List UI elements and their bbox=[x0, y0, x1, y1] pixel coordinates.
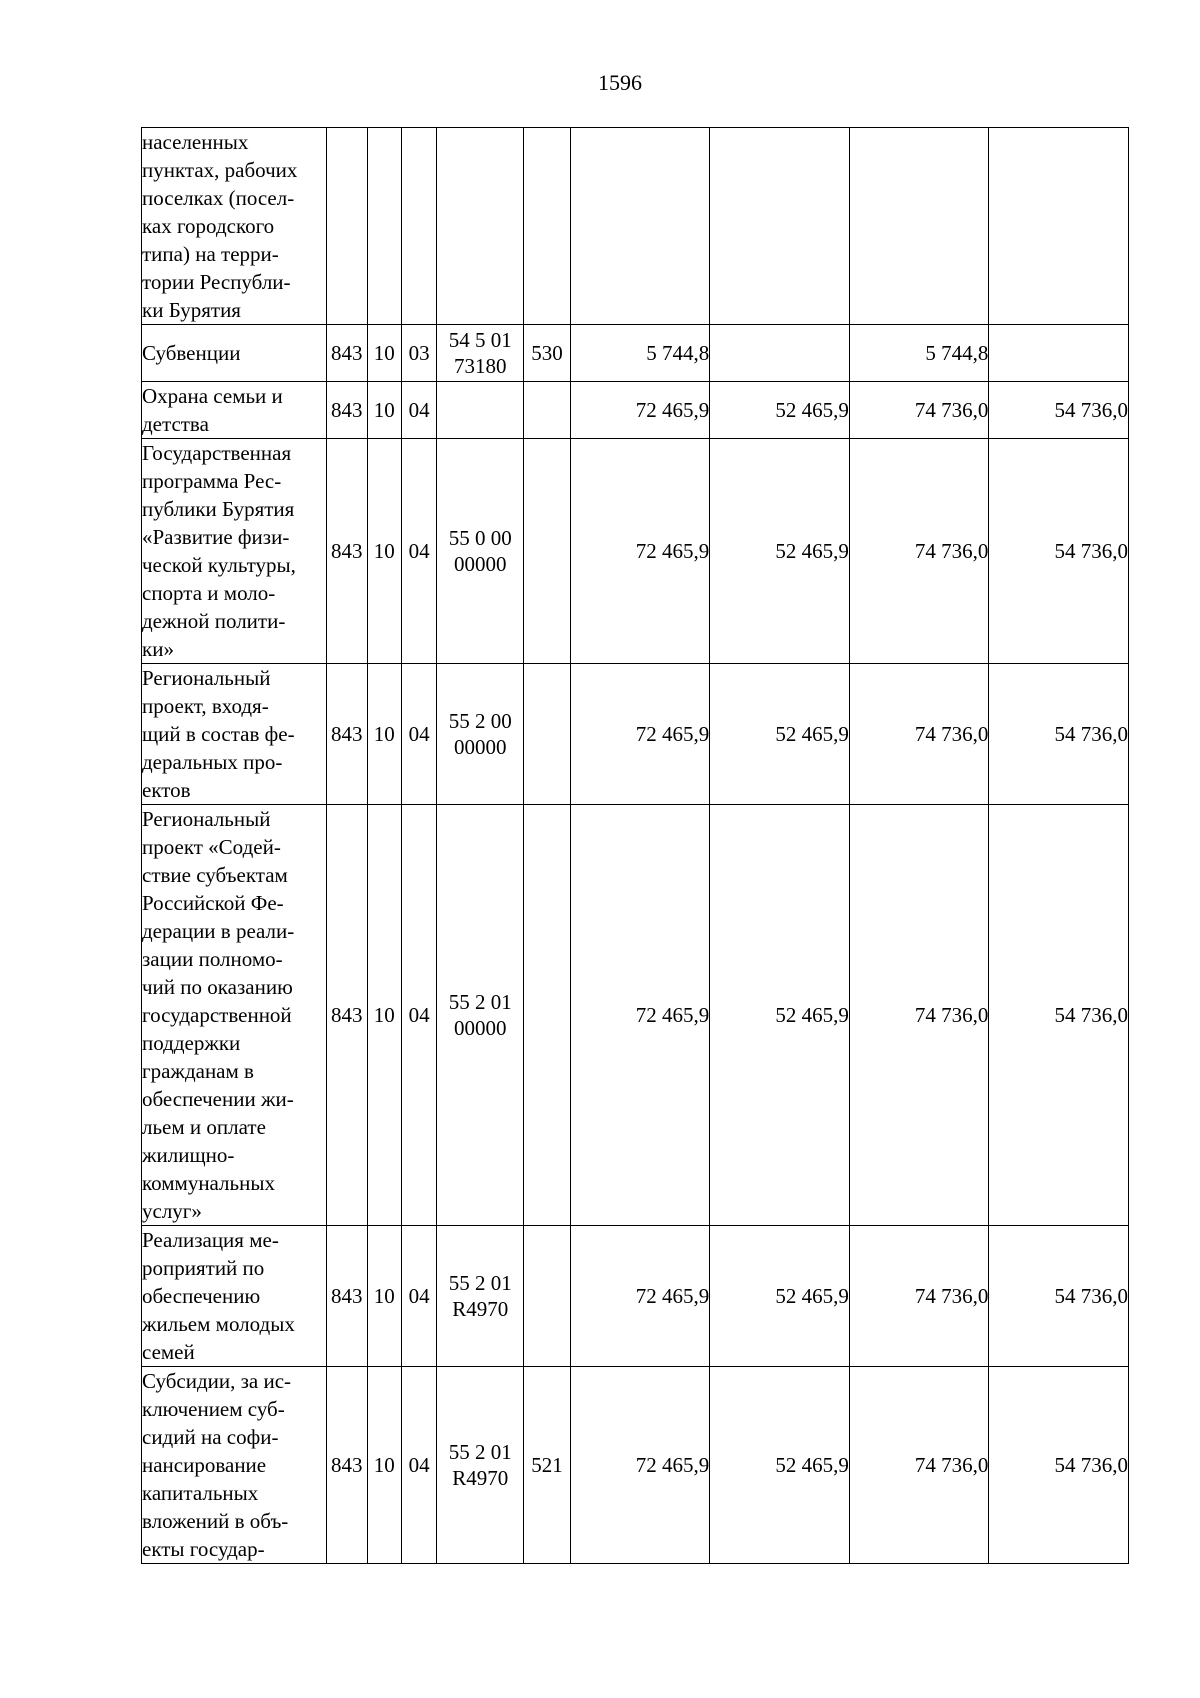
name-line: ствие субъектам bbox=[142, 863, 288, 887]
name-line: населенных bbox=[142, 130, 249, 154]
cell-ved bbox=[327, 128, 367, 325]
cell-value-4 bbox=[989, 128, 1129, 325]
cell-pr: 03 bbox=[401, 325, 436, 382]
cs-line: 00000 bbox=[454, 552, 507, 576]
name-line: ках городского bbox=[142, 214, 275, 238]
cell-value-3 bbox=[849, 128, 989, 325]
name-line: зации полномо- bbox=[142, 947, 283, 971]
budget-table-body bbox=[142, 128, 1129, 1564]
cell-pr: 04 bbox=[401, 1367, 436, 1564]
cell-cs bbox=[437, 439, 524, 664]
name-line: капитальных bbox=[142, 1481, 259, 1505]
cell-name bbox=[142, 382, 327, 439]
cell-rz: 10 bbox=[367, 439, 401, 664]
name-line: тории Республи- bbox=[142, 270, 291, 294]
cell-value-1: 72 465,9 bbox=[570, 664, 710, 805]
name-line: Российской Фе- bbox=[142, 891, 284, 915]
cell-value-4: 54 736,0 bbox=[989, 382, 1129, 439]
cs-line: 55 2 00 bbox=[448, 709, 512, 733]
name-line: Субсидии, за ис- bbox=[142, 1369, 292, 1393]
name-line: услуг» bbox=[142, 1199, 202, 1223]
cell-name bbox=[142, 805, 327, 1226]
cell-rz: 10 bbox=[367, 805, 401, 1226]
cs-line: R4970 bbox=[452, 1297, 509, 1321]
name-line: ческой культуры, bbox=[142, 553, 296, 577]
cell-value-3: 74 736,0 bbox=[849, 382, 989, 439]
cell-value-4: 54 736,0 bbox=[989, 439, 1129, 664]
table-row bbox=[142, 439, 1129, 664]
cs-line: 55 2 01 bbox=[448, 1440, 512, 1464]
cs-line: 55 2 01 bbox=[448, 990, 512, 1014]
name-line: ки Бурятия bbox=[142, 298, 241, 322]
name-line: типа) на терри- bbox=[142, 242, 279, 266]
name-line: дерации в реали- bbox=[142, 919, 295, 943]
cell-rz: 10 bbox=[367, 1226, 401, 1367]
name-line: щий в состав фе- bbox=[142, 722, 295, 746]
name-line: Охрана семьи и bbox=[142, 384, 283, 408]
name-line: Государственная bbox=[142, 441, 292, 465]
name-line: вложений в объ- bbox=[142, 1509, 289, 1533]
cell-name bbox=[142, 1367, 327, 1564]
name-line: публики Бурятия bbox=[142, 497, 295, 521]
cell-value-2 bbox=[710, 325, 850, 382]
table-row bbox=[142, 128, 1129, 325]
cs-line: 55 2 01 bbox=[448, 1271, 512, 1295]
cell-rz: 10 bbox=[367, 382, 401, 439]
cell-ved: 843 bbox=[327, 805, 367, 1226]
cell-rz bbox=[367, 128, 401, 325]
name-line: обеспечению bbox=[142, 1284, 261, 1308]
cell-pr bbox=[401, 128, 436, 325]
cell-name bbox=[142, 1226, 327, 1367]
cell-vr bbox=[524, 1226, 571, 1367]
name-line: проект, входя- bbox=[142, 694, 269, 718]
name-line: роприятий по bbox=[142, 1256, 265, 1280]
cell-rz: 10 bbox=[367, 664, 401, 805]
page-number: 1596 bbox=[598, 70, 642, 95]
cell-vr bbox=[524, 439, 571, 664]
cell-value-2: 52 465,9 bbox=[710, 664, 850, 805]
cell-rz: 10 bbox=[367, 1367, 401, 1564]
cell-value-3: 74 736,0 bbox=[849, 439, 989, 664]
name-line: семей bbox=[142, 1340, 195, 1364]
name-line: коммунальных bbox=[142, 1171, 275, 1195]
name-line: жильем молодых bbox=[142, 1312, 295, 1336]
cell-ved: 843 bbox=[327, 1226, 367, 1367]
cs-line: 73180 bbox=[454, 354, 507, 378]
name-line: поселках (посел- bbox=[142, 186, 295, 210]
cell-cs bbox=[437, 1226, 524, 1367]
name-line: обеспечении жи- bbox=[142, 1087, 294, 1111]
table-row bbox=[142, 664, 1129, 805]
cell-rz: 10 bbox=[367, 325, 401, 382]
cs-line: R4970 bbox=[452, 1466, 509, 1490]
name-line: екты государ- bbox=[142, 1537, 265, 1561]
cell-value-3: 74 736,0 bbox=[849, 664, 989, 805]
cell-value-1: 72 465,9 bbox=[570, 439, 710, 664]
name-line: поддержки bbox=[142, 1031, 241, 1055]
cell-cs bbox=[437, 664, 524, 805]
cell-value-2: 52 465,9 bbox=[710, 439, 850, 664]
cell-value-2: 52 465,9 bbox=[710, 382, 850, 439]
cell-ved: 843 bbox=[327, 325, 367, 382]
cell-pr: 04 bbox=[401, 439, 436, 664]
name-line: чий по оказанию bbox=[142, 975, 293, 999]
cell-value-4: 54 736,0 bbox=[989, 805, 1129, 1226]
cell-cs bbox=[437, 128, 524, 325]
cell-value-3: 74 736,0 bbox=[849, 1226, 989, 1367]
cell-ved: 843 bbox=[327, 382, 367, 439]
table-row bbox=[142, 1226, 1129, 1367]
table-row bbox=[142, 805, 1129, 1226]
cs-line: 00000 bbox=[454, 735, 507, 759]
table-row bbox=[142, 382, 1129, 439]
cell-value-2: 52 465,9 bbox=[710, 805, 850, 1226]
name-line: Региональный bbox=[142, 666, 271, 690]
name-line: ектов bbox=[142, 778, 191, 802]
cell-value-1: 72 465,9 bbox=[570, 1367, 710, 1564]
name-line: Субвенции bbox=[142, 341, 241, 365]
cell-value-2: 52 465,9 bbox=[710, 1367, 850, 1564]
cell-value-1: 72 465,9 bbox=[570, 805, 710, 1226]
name-line: жилищно- bbox=[142, 1143, 235, 1167]
name-line: государственной bbox=[142, 1003, 292, 1027]
cell-value-4: 54 736,0 bbox=[989, 1226, 1129, 1367]
cell-ved: 843 bbox=[327, 439, 367, 664]
cell-vr bbox=[524, 664, 571, 805]
cell-ved: 843 bbox=[327, 1367, 367, 1564]
name-line: ключением суб- bbox=[142, 1397, 285, 1421]
name-line: Региональный bbox=[142, 807, 271, 831]
cell-name bbox=[142, 664, 327, 805]
cell-ved: 843 bbox=[327, 664, 367, 805]
name-line: проект «Содей- bbox=[142, 835, 281, 859]
cell-value-4 bbox=[989, 325, 1129, 382]
cs-line: 55 0 00 bbox=[448, 526, 512, 550]
cell-name bbox=[142, 128, 327, 325]
cell-value-4: 54 736,0 bbox=[989, 1367, 1129, 1564]
cell-cs bbox=[437, 325, 524, 382]
cs-line: 00000 bbox=[454, 1016, 507, 1040]
cell-vr bbox=[524, 128, 571, 325]
name-line: деральных про- bbox=[142, 750, 283, 774]
name-line: «Развитие физи- bbox=[142, 525, 290, 549]
budget-table bbox=[141, 127, 1129, 1564]
cell-vr: 530 bbox=[524, 325, 571, 382]
name-line: гражданам в bbox=[142, 1059, 254, 1083]
name-line: дежной полити- bbox=[142, 609, 286, 633]
cell-value-1: 72 465,9 bbox=[570, 1226, 710, 1367]
cell-pr: 04 bbox=[401, 382, 436, 439]
cell-pr: 04 bbox=[401, 664, 436, 805]
name-line: ки» bbox=[142, 637, 174, 661]
name-line: льем и оплате bbox=[142, 1115, 266, 1139]
cell-value-1 bbox=[570, 128, 710, 325]
table-row bbox=[142, 1367, 1129, 1564]
cell-value-2: 52 465,9 bbox=[710, 1226, 850, 1367]
cell-cs bbox=[437, 1367, 524, 1564]
cell-value-1: 72 465,9 bbox=[570, 382, 710, 439]
cell-cs bbox=[437, 805, 524, 1226]
cell-value-3: 5 744,8 bbox=[849, 325, 989, 382]
name-line: Реализация ме- bbox=[142, 1228, 279, 1252]
name-line: программа Рес- bbox=[142, 469, 282, 493]
cell-pr: 04 bbox=[401, 1226, 436, 1367]
cell-vr bbox=[524, 805, 571, 1226]
name-line: пунктах, рабочих bbox=[142, 158, 298, 182]
name-line: нансирование bbox=[142, 1453, 267, 1477]
name-line: сидий на софи- bbox=[142, 1425, 279, 1449]
cs-line: 54 5 01 bbox=[448, 328, 512, 352]
cell-value-1: 5 744,8 bbox=[570, 325, 710, 382]
cell-value-3: 74 736,0 bbox=[849, 805, 989, 1226]
cell-value-4: 54 736,0 bbox=[989, 664, 1129, 805]
cell-name bbox=[142, 439, 327, 664]
cell-vr: 521 bbox=[524, 1367, 571, 1564]
cell-name bbox=[142, 325, 327, 382]
name-line: детства bbox=[142, 412, 209, 436]
cell-vr bbox=[524, 382, 571, 439]
cell-pr: 04 bbox=[401, 805, 436, 1226]
table-row bbox=[142, 325, 1129, 382]
name-line: спорта и моло- bbox=[142, 581, 276, 605]
cell-cs bbox=[437, 382, 524, 439]
cell-value-2 bbox=[710, 128, 850, 325]
cell-value-3: 74 736,0 bbox=[849, 1367, 989, 1564]
